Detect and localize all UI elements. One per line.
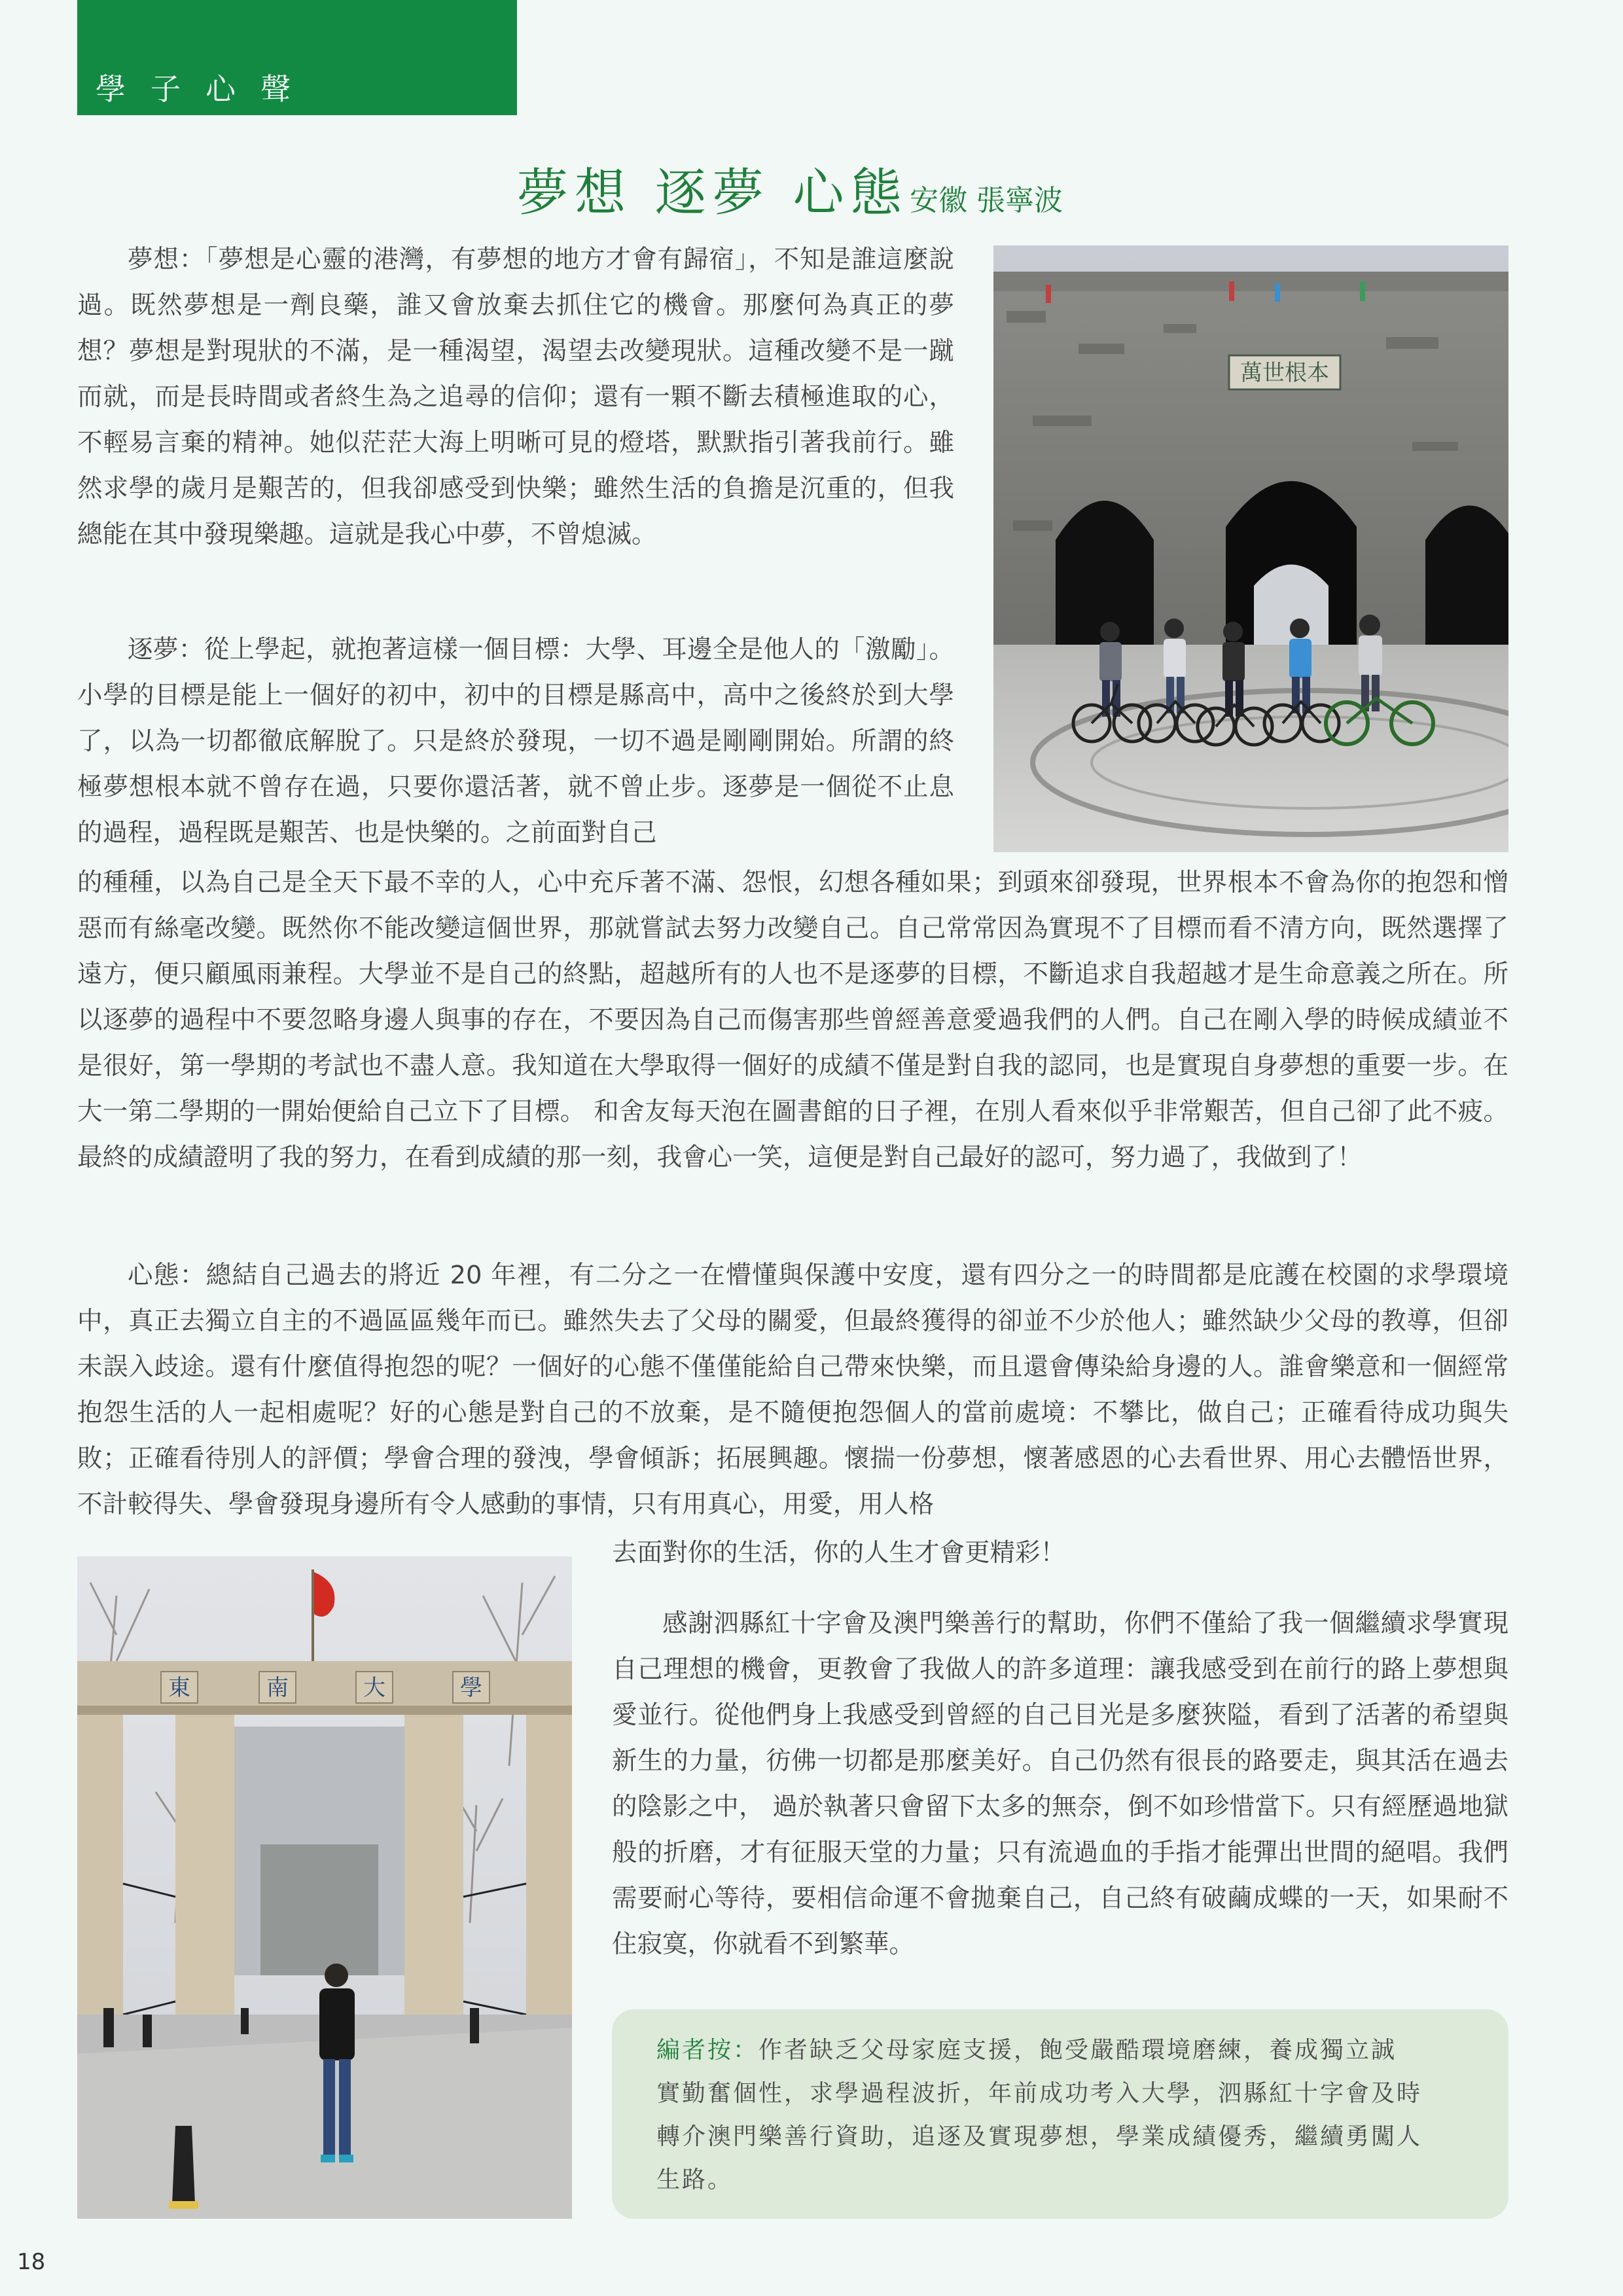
city-gate-photo — [993, 245, 1508, 852]
gate-inscription: 萬世根本 — [1240, 360, 1329, 386]
gate-char-2: 南 — [266, 1675, 289, 1701]
page-number: 18 — [17, 2249, 46, 2275]
paragraph-gratitude: 感謝泗縣紅十字會及澳門樂善行的幫助，你們不僅給了我一個繼續求學實現自己理想的機會，更教會了我做人的許多道理：讓我感受到在前行的路上夢想與愛並行。從他們身上我感受到曾經的自己目光是多麼狹隘，看到了活著的希望與新生的力量，彷佛一切都是那麼美好。自己仍然有很長的路要走，與其活在過去的陰影之中， 過於執著只會留下太多的無奈，倒不如珍惜當下。只有經歷過地獄般的折磨，才有征服天堂的力量；只有流過血的手指才能彈出世間的絕唱。我們需要耐心等待，要相信命運不會拋棄自己，自己終有破繭成蝶的一天，如果耐不住寂寞，你就看不到繁華。 — [612, 1609, 1508, 1959]
gate-char-4: 學 — [460, 1675, 482, 1701]
article-author: 安徽 張寧波 — [910, 184, 1063, 217]
section-label: 學子心聲 — [96, 71, 315, 107]
paragraph-pursuit-continued: 的種種，以為自己是全天下最不幸的人，心中充斥著不滿、怨恨，幻想各種如果；到頭來卻發現，世界根本不會為你的抱怨和憎惡而有絲毫改變。既然你不能改變這個世界，那就嘗試去努力改變自己。自己常常因為實現不了目標而看不清方向，既然選擇了遠方，便只顧風雨兼程。大學並不是自己的終點，超越所有的人也不是逐夢的目標，不斷追求自我超越才是生命意義之所在。所以逐夢的過程中不要忽略身邊人與事的存在，不要因為自己而傷害那些曾經善意愛過我們的人們。自己在剛入學的時候成績並不是很好，第一學期的考試也不盡人意。我知道在大學取得一個好的成績不僅是對自我的認同，也是實現自身夢想的重要一步。在大一第二學期的一開始便給自己立下了目標。 和舍友每天泡在圖書館的日子裡，在別人看來似乎非常艱苦，但自己卻了此不疲。最終的成績證明了我的努力，在看到成績的那一刻，我會心一笑，這便是對自己最好的認可，努力過了，我做到了！ — [77, 868, 1508, 1172]
gate-char-3: 大 — [363, 1675, 385, 1701]
editor-note-text: 作者缺乏父母家庭支援，飽受嚴酷環境磨練，養成獨立誠實勤奮個性，求學過程波折，年前成功考入大學，泗縣紅十字會及時轉介澳門樂善行資助，追逐及實現夢想，學業成績優秀，繼續勇闖人生路。 — [656, 2037, 1423, 2193]
section-tab — [77, 0, 517, 115]
editor-note — [656, 2029, 1422, 2202]
paragraph-attitude: 心態：總結自己過去的將近 20 年裡，有二分之一在懵懂與保護中安度，還有四分之一的時間都是庇護在校園的求學環境中，真正去獨立自主的不過區區幾年而已。雖然失去了父母的關愛，但最終獲得的卻並不少於他人；雖然缺少父母的教導，但卻未誤入歧途。還有什麼值得抱怨的呢？一個好的心態不僅僅能給自己帶來快樂，而且還會傳染給身邊的人。誰會樂意和一個經常抱怨生活的人一起相處呢？好的心態是對自己的不放棄，是不隨便抱怨個人的當前處境：不攀比，做自己；正確看待成功與失敗；正確看待別人的評價；學會合理的發洩，學會傾訴；拓展興趣。懷揣一份夢想，懷著感恩的心去看世界、用心去體悟世界，不計較得失、學會發現身邊所有令人感動的事情，只有用真心，用愛，用人格 — [77, 1261, 1508, 1519]
gate-char-1: 東 — [168, 1675, 190, 1701]
editor-note-box — [612, 2009, 1508, 2219]
paragraph-attitude-continued: 去面對你的生活，你的人生才會更精彩！ — [612, 1538, 1066, 1568]
university-gate-photo — [77, 1556, 572, 2219]
article-title: 夢想 逐夢 心態 — [517, 164, 908, 223]
editor-note-lead: 編者按： — [656, 2037, 759, 2064]
paragraph-pursuit: 逐夢：從上學起，就抱著這樣一個目標：大學、耳邊全是他人的「激勵」。小學的目標是能上一個好的初中，初中的目標是縣高中，高中之後終於到大學了，以為一切都徹底解脫了。只是終於發現，一切不過是剛剛開始。所謂的終極夢想根本就不曾存在過，只要你還活著，就不曾止步。逐夢是一個從不止息的過程，過程既是艱苦、也是快樂的。之前面對自己 — [77, 635, 954, 848]
paragraph-dream: 夢想：「夢想是心靈的港灣，有夢想的地方才會有歸宿」，不知是誰這麼說過。既然夢想是一劑良藥，誰又會放棄去抓住它的機會。那麼何為真正的夢想？夢想是對現狀的不滿，是一種渴望，渴望去改變現狀。這種改變不是一蹴而就，而是長時間或者終生為之追尋的信仰；還有一顆不斷去積極進取的心，不輕易言棄的精神。她似茫茫大海上明晰可見的燈塔，默默指引著我前行。雖然求學的歲月是艱苦的，但我卻感受到快樂；雖然生活的負擔是沉重的，但我總能在其中發現樂趣。這就是我心中夢，不曾熄滅。 — [77, 245, 954, 549]
